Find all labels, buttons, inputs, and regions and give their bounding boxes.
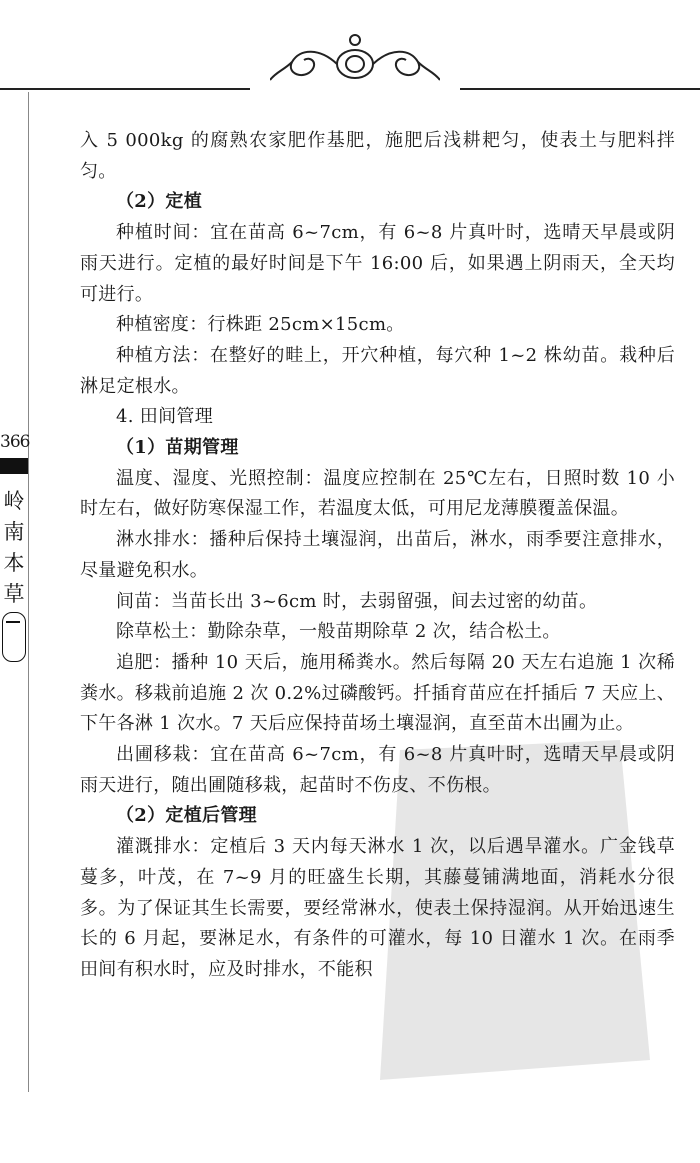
paragraph: 灌溉排水：定植后 3 天内每天淋水 1 次，以后遇旱灌水。广金钱草蔓多，叶茂，在 7~9 月的旺盛生长期，其藤蔓铺满地面，消耗水分很多。为了保证其生长需要，要经常淋水，使表土保持湿润。从开始迅速生长的 6 月起，要淋足水，有条件的可灌水，每 10 日灌水 1 次。在雨季田间有积水时，应及时排水，不能积 xyxy=(80,836,675,980)
paragraph: 间苗：当苗长出 3~6cm 时，去弱留强，间去过密的幼苗。 xyxy=(116,590,598,612)
paragraph: 种植密度：行株距 25cm×15cm。 xyxy=(116,314,405,336)
paragraph: 种植时间：宜在苗高 6~7cm，有 6~8 片真叶时，选晴天早晨或阴雨天进行。定植的最好时间是下午 16:00 后，如果遇上阴雨天，全天均可进行。 xyxy=(80,222,675,305)
paragraph: 淋水排水：播种后保持土壤湿润，出苗后，淋水，雨季要注意排水，尽量避免积水。 xyxy=(80,529,675,581)
header-ornament xyxy=(270,28,440,88)
header-rule-right xyxy=(460,88,700,90)
book-title-char: 草 xyxy=(3,582,25,606)
margin-rule xyxy=(28,92,29,1092)
paragraph: 4. 田间管理 xyxy=(116,406,213,428)
paragraph: 追肥：播种 10 天后，施用稀粪水。然后每隔 20 天左右追施 1 次稀粪水。移栽前追施 2 次 0.2%过磷酸钙。扦插育苗应在扦插后 7 天应上、下午各淋 1 次水。7 天后应保持苗场土壤湿润，直至苗木出圃为止。 xyxy=(80,651,675,735)
volume-mark xyxy=(6,621,20,623)
paragraph: （2）定植后管理 xyxy=(116,805,257,827)
book-title-char: 南 xyxy=(3,520,25,544)
paragraph: 出圃移栽：宜在苗高 6~7cm，有 6~8 片真叶时，选晴天早晨或阴雨天进行，随出圃随移栽，起苗时不伤皮、不伤根。 xyxy=(80,744,675,796)
book-title-char: 本 xyxy=(3,551,25,575)
volume-bracket xyxy=(2,612,26,662)
book-title-vertical xyxy=(2,486,26,610)
header-rule-left xyxy=(0,88,250,90)
page-number: 366 xyxy=(0,432,30,452)
paragraph: 除草松土：勤除杂草，一般苗期除草 2 次，结合松土。 xyxy=(116,621,561,643)
page-number-bar xyxy=(0,458,28,474)
paragraph: 入 5 000kg 的腐熟农家肥作基肥，施肥后浅耕耙匀，使表土与肥料拌匀。 xyxy=(80,130,675,182)
body-text xyxy=(80,126,675,986)
paragraph: （1）苗期管理 xyxy=(116,437,239,459)
book-title-char: 岭 xyxy=(3,489,25,513)
paragraph: （2）定植 xyxy=(116,191,203,213)
paragraph: 种植方法：在整好的畦上，开穴种植，每穴种 1~2 株幼苗。栽种后淋足定根水。 xyxy=(80,344,675,397)
paragraph: 温度、湿度、光照控制：温度应控制在 25℃左右，日照时数 10 小时左右，做好防寒保湿工作，若温度太低，可用尼龙薄膜覆盖保温。 xyxy=(80,467,675,520)
